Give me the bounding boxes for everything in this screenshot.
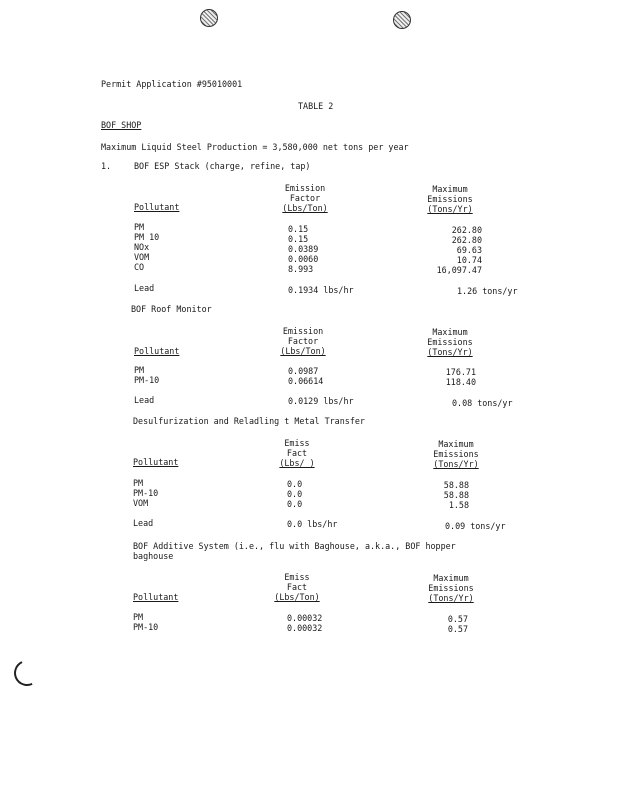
- factor-cell: 8.993: [288, 264, 314, 274]
- lead-factor: 0.1934 lbs/hr: [288, 285, 354, 295]
- lead-label: Lead: [134, 395, 155, 405]
- me-header: Maximum Emissions (Tons/Yr): [428, 573, 474, 603]
- pollutant-cell: PM-10: [134, 375, 160, 385]
- emission-cell: 118.40: [445, 377, 476, 387]
- lead-emission: 0.08 tons/yr: [452, 398, 513, 408]
- section-title-cont: baghouse: [133, 551, 174, 561]
- emission-cell: 262.80: [451, 225, 482, 235]
- pollutant-header: Pollutant: [133, 592, 179, 602]
- production-line: Maximum Liquid Steel Production = 3,580,000 net tons per year: [101, 142, 409, 152]
- pollutant-cell: VOM: [134, 252, 150, 262]
- scan-artifact-arc: [10, 656, 43, 689]
- pollutant-cell: CO: [134, 262, 145, 272]
- pollutant-cell: PM 10: [134, 232, 160, 242]
- shop-heading: BOF SHOP: [101, 120, 142, 130]
- ef-header: Emission Factor (Lbs/Ton): [282, 183, 328, 213]
- lead-label: Lead: [134, 283, 155, 293]
- pollutant-cell: VOM: [133, 498, 149, 508]
- me-header: Maximum Emissions (Tons/Yr): [427, 184, 473, 214]
- pollutant-header: Pollutant: [133, 457, 179, 467]
- factor-cell: 0.06614: [288, 376, 324, 386]
- ef-header: Emiss Fact (Lbs/ ): [279, 438, 315, 468]
- emission-cell: 16,097.47: [436, 265, 482, 275]
- emission-cell: 262.80: [451, 235, 482, 245]
- factor-cell: 0.00032: [287, 613, 323, 623]
- emission-cell: 10.74: [456, 255, 482, 265]
- emission-cell: 0.57: [447, 624, 468, 634]
- factor-cell: 0.0: [287, 489, 303, 499]
- section-title: BOF Additive System (i.e., flu with Baghouse, a.k.a., BOF hopper: [133, 541, 456, 551]
- section-title: BOF ESP Stack (charge, refine, tap): [134, 161, 311, 171]
- factor-cell: 0.0060: [288, 254, 319, 264]
- factor-cell: 0.0987: [288, 366, 319, 376]
- factor-cell: 0.15: [288, 224, 309, 234]
- emission-cell: 1.58: [448, 500, 469, 510]
- emission-cell: 58.88: [443, 480, 469, 490]
- table-title: TABLE 2: [298, 101, 334, 111]
- pollutant-cell: PM: [134, 222, 145, 232]
- me-header: Maximum Emissions (Tons/Yr): [427, 327, 473, 357]
- pollutant-cell: PM: [134, 365, 145, 375]
- factor-cell: 0.0: [287, 479, 303, 489]
- emission-cell: 0.57: [447, 614, 468, 624]
- pollutant-cell: PM-10: [133, 622, 159, 632]
- factor-cell: 0.0: [287, 499, 303, 509]
- pollutant-cell: PM: [133, 612, 144, 622]
- section-title: BOF Roof Monitor: [131, 304, 212, 314]
- lead-factor: 0.0129 lbs/hr: [288, 396, 354, 406]
- emission-cell: 176.71: [445, 367, 476, 377]
- pollutant-cell: PM: [133, 478, 144, 488]
- ef-header: Emission Factor (Lbs/Ton): [280, 326, 326, 356]
- punch-hole-left: [200, 9, 218, 27]
- lead-factor: 0.0 lbs/hr: [287, 519, 338, 529]
- lead-emission: 1.26 tons/yr: [457, 286, 518, 296]
- lead-label: Lead: [133, 518, 154, 528]
- permit-number: Permit Application #95010001: [101, 79, 243, 89]
- punch-hole-right: [393, 11, 411, 29]
- pollutant-header: Pollutant: [134, 202, 180, 212]
- factor-cell: 0.0389: [288, 244, 319, 254]
- factor-cell: 0.15: [288, 234, 309, 244]
- pollutant-header: Pollutant: [134, 346, 180, 356]
- emission-cell: 69.63: [456, 245, 482, 255]
- ef-header: Emiss Fact (Lbs/Ton): [274, 572, 320, 602]
- item-number: 1.: [101, 161, 112, 171]
- emission-cell: 58.88: [443, 490, 469, 500]
- section-title: Desulfurization and Reladling t Metal Transfer: [133, 416, 365, 426]
- pollutant-cell: NOx: [134, 242, 150, 252]
- lead-emission: 0.09 tons/yr: [445, 521, 506, 531]
- me-header: Maximum Emissions (Tons/Yr): [433, 439, 479, 469]
- pollutant-cell: PM-10: [133, 488, 159, 498]
- factor-cell: 0.00032: [287, 623, 323, 633]
